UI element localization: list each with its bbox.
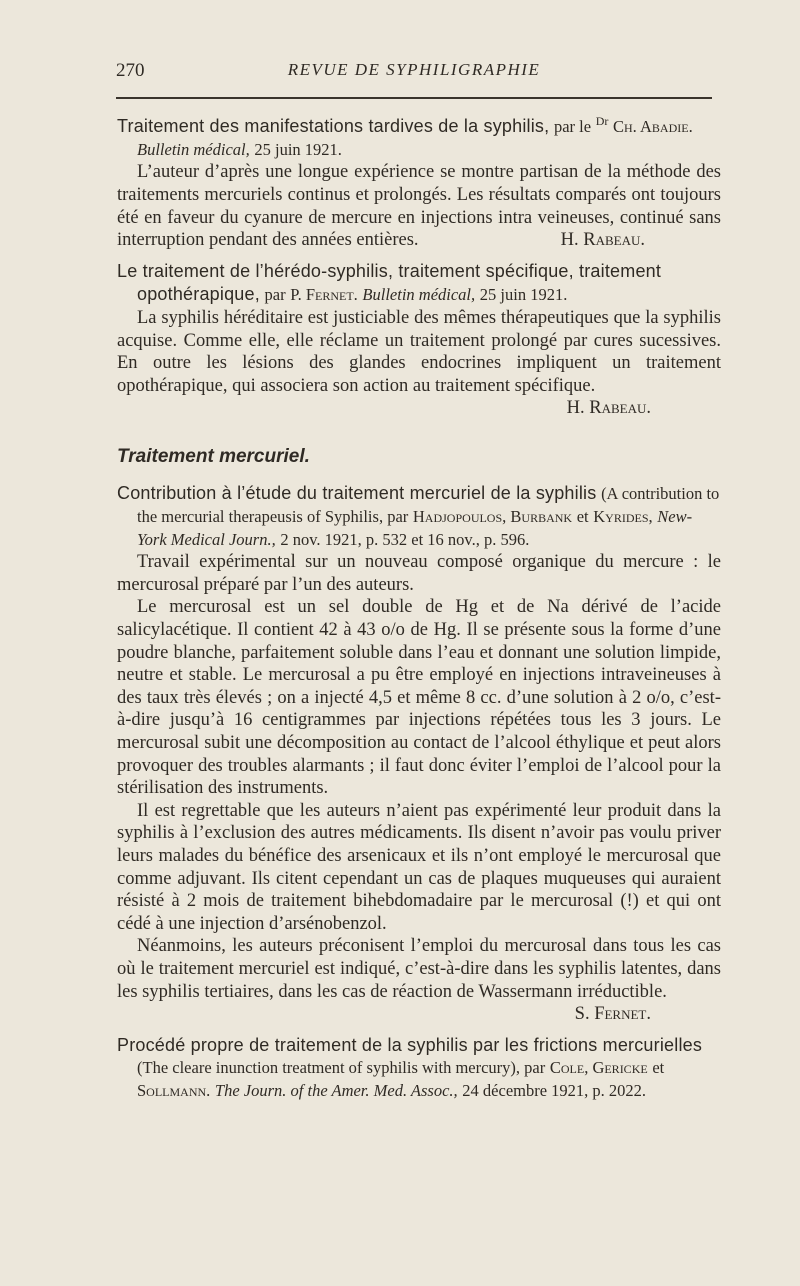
entry-paragraph: Le mercurosal est un sel double de Hg et de Na dérivé de l’acide salicylacétique. Il contient 42 à 43 o/o de Hg. Il se présente sous la forme d’une poudre blanche, parfaitement soluble dans l’eau et donnant une solution limpide, neutre et stable. Le mercurosal a pu être employé en injections intraveineuses à des taux très élevés ; on a injecté 4,5 et même 8 cc. d’une solution à 2 o/o, c’est-à-dire jusqu’à 16 centigrammes par injections répétées tous les 3 jours. Le mercurosal subit une décomposition au contact de l’alcool éthylique et peut alors provoquer des troubles alarmants ; il faut donc éviter l’emploi de l’alcool pour la stérilisation des instruments.	[117, 597, 721, 799]
header-rule	[116, 97, 712, 99]
entry-journal: Bulletin médical,	[362, 285, 476, 305]
entry-heading	[117, 110, 721, 161]
entry-journal: The Journ. of the Amer. Med. Assoc.,	[214, 1080, 458, 1100]
entry-signature: H. Rabeau.	[566, 398, 651, 419]
entry-paragraph	[117, 161, 721, 251]
entry-title: Traitement des manifestations tardives de la syphilis,	[117, 116, 550, 137]
entry-journal: New-York Medical Journ.,	[137, 507, 693, 549]
paragraph-text: La syphilis héréditaire est justiciable des mêmes thérapeutiques que la syphilis acquise. Comme elle, elle réclame un traitement prolongé par cures sucessives. En outre les lésions des glandes endocrines impliquent un traitement opothérapique, qui associera son action au traitement spécifique.	[117, 307, 721, 396]
entry-heading	[117, 260, 721, 307]
entry-title: Le traitement de l’hérédo-syphilis, traitement spécifique, traitement opothérapique,	[117, 260, 662, 305]
entry-paragraph: Il est regrettable que les auteurs n’aient pas expérimenté leur produit dans la syphilis à l’exclusion des autres médicaments. Ils disent n’avoir pas voulu priver leurs malades du bénéfice des arsenicaux et ils n’ont employé le mercurosal que comme adjuvant. Ils citent cependant un cas de plaques muqueuses qui auraient résisté à 2 mois de traitement bihebdomadaire par le mercurosal (!) et qui ont cédé à une injection d’arsénobenzol.	[117, 800, 721, 934]
entry-signature: H. Rabeau.	[560, 230, 645, 251]
review-entry	[117, 260, 721, 420]
entry-paragraph	[117, 307, 721, 419]
entry-author: Cole, Gericke	[549, 1058, 648, 1078]
entry-journal: Bulletin médical,	[137, 139, 250, 159]
section-heading: Traitement mercuriel.	[117, 445, 310, 467]
review-entry	[117, 1034, 721, 1103]
running-title: REVUE DE SYPHILIGRAPHIE	[287, 60, 541, 79]
entry-by: par le	[553, 117, 592, 137]
entry-author: P. Fernet.	[290, 285, 358, 305]
paragraph-text: Néanmoins, les auteurs préconisent l’emploi du mercurosal dans tous les cas où le traitement mercuriel est indiqué, c’est-à-dire dans les syphilis latentes, dans les syphilis tertiaires, dans les cas de réaction de Wassermann irréductible.	[117, 936, 721, 1002]
entry-date: 25 juin 1921.	[479, 285, 568, 305]
entry-heading	[117, 1034, 721, 1103]
entry-citation: (A contribution to the mercurial therapeusis of Syphilis, par	[137, 484, 720, 527]
page-body	[117, 110, 721, 1111]
entry-paragraph	[117, 935, 721, 1025]
review-entry	[117, 482, 721, 1025]
entry-by: par	[264, 285, 286, 305]
entry-date: 2 nov. 1921, p. 532 et 16 nov., p. 596.	[280, 529, 530, 549]
entry-author: Ch. Abadie.	[612, 117, 693, 137]
entry-citation: (The cleare inunction treatment of syphilis with mercury), par	[137, 1058, 546, 1078]
running-header	[116, 60, 712, 90]
entry-date: 24 décembre 1921, p. 2022.	[462, 1080, 647, 1100]
entry-title: Contribution à l’étude du traitement mercuriel de la syphilis	[117, 483, 597, 504]
page-number: 270	[116, 60, 145, 81]
entry-paragraph: Travail expérimental sur un nouveau composé organique du mercure : le mercurosal préparé par l’un des auteurs.	[117, 552, 721, 595]
entry-and: et	[652, 1058, 665, 1078]
review-entry	[117, 110, 721, 252]
author-prefix: Dr	[595, 114, 609, 128]
entry-and: et	[576, 507, 589, 527]
entry-author: Hadjopoulos, Burbank	[412, 507, 573, 527]
entry-date: 25 juin 1921.	[254, 139, 342, 159]
entry-heading	[117, 482, 721, 551]
entry-author2: Sollmann.	[137, 1080, 211, 1100]
entry-signature: S. Fernet.	[574, 1004, 651, 1025]
paragraph-text: L’auteur d’après une longue expérience se montre partisan de la méthode des traitements mercuriels continus et prolongés. Les résultats comparés ont toujours été en faveur du cyanure de mercure en injections intra veineuses, continué sans interruption pendant des années entières.	[117, 162, 721, 251]
entry-author2: Kyrides,	[593, 507, 653, 527]
entry-title: Procédé propre de traitement de la syphilis par les frictions mercurielles	[117, 1034, 703, 1055]
